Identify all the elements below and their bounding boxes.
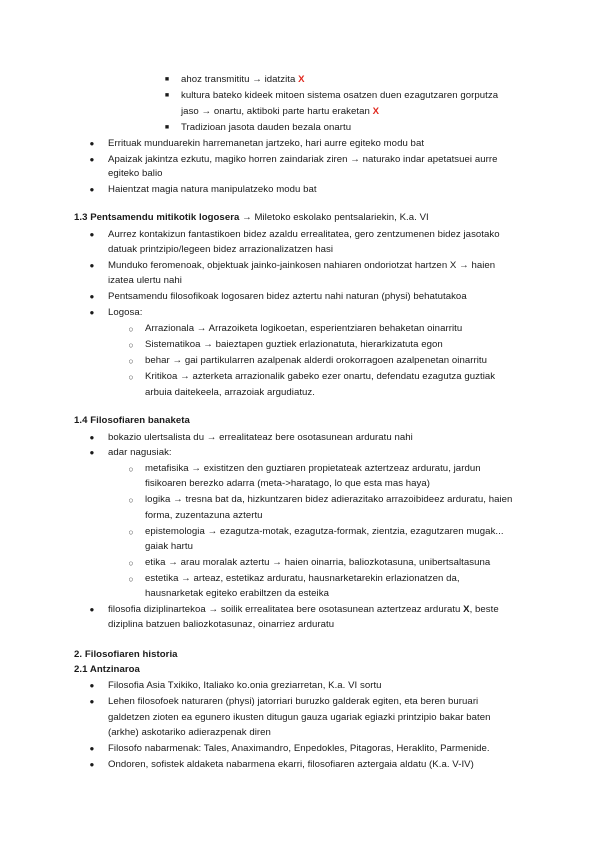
list-item: Tradizioan jasota dauden bezala onartu [181,122,352,133]
list-item-continuation: izatea ulertu nahi [108,275,182,286]
circle-bullet-icon: ○ [128,356,134,366]
circle-bullet-icon: ○ [128,324,134,334]
list-item: Aurrez kontakizun fantastikoen bidez azaldu errealitatea, gero zentzumenen bidez jasotako [108,229,500,240]
list-item: estetika → arteaz, estetikaz arduratu, hausnarketarekin erlazionatzen da, [145,573,460,584]
disc-bullet-icon: ● [89,697,95,706]
list-item: logika → tresna bat da, hizkuntzaren bidez adierazitako arrazoibideez arduratu, haien [145,494,513,505]
list-item: epistemologia → ezagutza-motak, ezagutza-formak, zientzia, ezagutzaren mugak... [145,526,504,537]
list-item-continuation: fisikoaren berezko adarra (meta->haratago, lo que esta mas haya) [145,478,431,489]
circle-bullet-icon: ○ [128,372,134,382]
disc-bullet-icon: ● [89,292,95,301]
list-item: Filosofia Asia Txikiko, Italiako ko.onia greziarretan, K.a. VI sortu [108,680,382,691]
circle-bullet-icon: ○ [128,495,134,505]
list-item: Ondoren, sofistek aldaketa nabarmena ekarri, filosofiaren aztergaia aldatu (K.a. V-IV) [108,759,474,770]
list-item-continuation: diziplina batzuen baliozkotasunaz, oinarriez arduratu [108,619,335,630]
list-item-continuation: arbuia daitekeela, arrazoiak argudiatuz. [145,387,315,398]
list-item-continuation: jaso → onartu, aktiboki parte hartu eraketan X [181,106,380,117]
disc-bullet-icon: ● [89,744,95,753]
list-item: bokazio ulertsalista du → errealitateaz bere osotasunean arduratu nahi [108,432,413,443]
disc-bullet-icon: ● [89,308,95,317]
list-item: Errituak munduarekin harremanetan jartzeko, hari aurre egiteko modu bat [108,138,425,149]
disc-bullet-icon: ● [89,433,95,442]
list-item-continuation: forma, zuzentazuna aztertu [145,510,263,521]
list-item: Kritikoa → azterketa arrazionalik gabeko ezer onartu, defendatu ezagutza guztiak [145,371,496,382]
section-heading-2: 2. Filosofiaren historia [74,649,178,660]
circle-bullet-icon: ○ [128,527,134,537]
list-item: adar nagusiak: [108,447,172,458]
square-bullet-icon: ■ [164,124,170,131]
list-item: Munduko feromenoak, objektuak jainko-jainkosen nahiaren ondoriotzat hartzen X → haien [108,260,496,271]
disc-bullet-icon: ● [89,760,95,769]
list-item: etika → arau moralak aztertu → haien oinarria, baliozkotasuna, unibertsaltasuna [145,557,491,568]
disc-bullet-icon: ● [89,155,95,164]
list-item: Logosa: [108,307,143,318]
square-bullet-icon: ■ [164,76,170,83]
list-item: metafisika → existitzen den guztiaren propietateak aztertzeaz arduratu, jardun [145,463,481,474]
list-item-continuation: egiteko balio [108,168,163,179]
list-item: Pentsamendu filosofikoak logosaren bidez aztertu nahi naturan (physi) behatutakoa [108,291,467,302]
circle-bullet-icon: ○ [128,464,134,474]
disc-bullet-icon: ● [89,185,95,194]
circle-bullet-icon: ○ [128,574,134,584]
disc-bullet-icon: ● [89,448,95,457]
list-item: filosofia diziplinartekoa → soilik errealitatea bere osotasunean aztertzeaz arduratu X, beste [108,604,499,615]
list-item: Haientzat magia natura manipulatzeko modu bat [108,184,317,195]
circle-bullet-icon: ○ [128,558,134,568]
list-item-continuation: gaiak hartu [145,541,194,552]
list-item: kultura bateko kideek mitoen sistema osatzen duen ezagutzaren gorputza [181,90,499,101]
section-heading-1-3: 1.3 Pentsamendu mitikotik logosera → Miletoko eskolako pentsalariekin, K.a. VI [74,212,429,223]
list-item-continuation: datuak printzipio/legeen bidez arrazionalizatzen hasi [108,244,334,255]
list-item-continuation: hausnarketak egiteko erabiltzen da esteika [145,588,329,599]
list-item-continuation: (arkhe) askotariko adierazpenak diren [108,727,271,738]
disc-bullet-icon: ● [89,261,95,270]
disc-bullet-icon: ● [89,139,95,148]
list-item: Apaizak jakintza ezkutu, magiko horren zaindariak ziren → naturako indar apetatsuei aurre [108,154,498,165]
section-heading-2-1: 2.1 Antzinaroa [74,664,140,675]
list-item: behar → gai partikularren azalpenak alderdi orokorragoen azalpenetan oinarritu [145,355,488,366]
square-bullet-icon: ■ [164,92,170,99]
list-item: Arrazionala → Arrazoiketa logikoetan, esperientziaren behaketan oinarritu [145,323,463,334]
disc-bullet-icon: ● [89,605,95,614]
circle-bullet-icon: ○ [128,340,134,350]
disc-bullet-icon: ● [89,681,95,690]
list-item: Sistematikoa → baieztapen guztiek erlazionatuta, hierarkizatuta egon [145,339,443,350]
list-item: Lehen filosofoek naturaren (physi) jatorriari buruzko galderak egiten, eta beren buruari [108,696,479,707]
section-heading-1-4: 1.4 Filosofiaren banaketa [74,415,190,426]
disc-bullet-icon: ● [89,230,95,239]
list-item: Filosofo nabarmenak: Tales, Anaximandro, Enpedokles, Pitagoras, Heraklito, Parmenide. [108,743,490,754]
list-item-continuation: galdetzen zioten ea egunero ikusten ditugun gauza ugariak egiazki printzipio bakar baten [108,712,491,723]
list-item: ahoz transmititu → idatzita X [181,74,305,85]
